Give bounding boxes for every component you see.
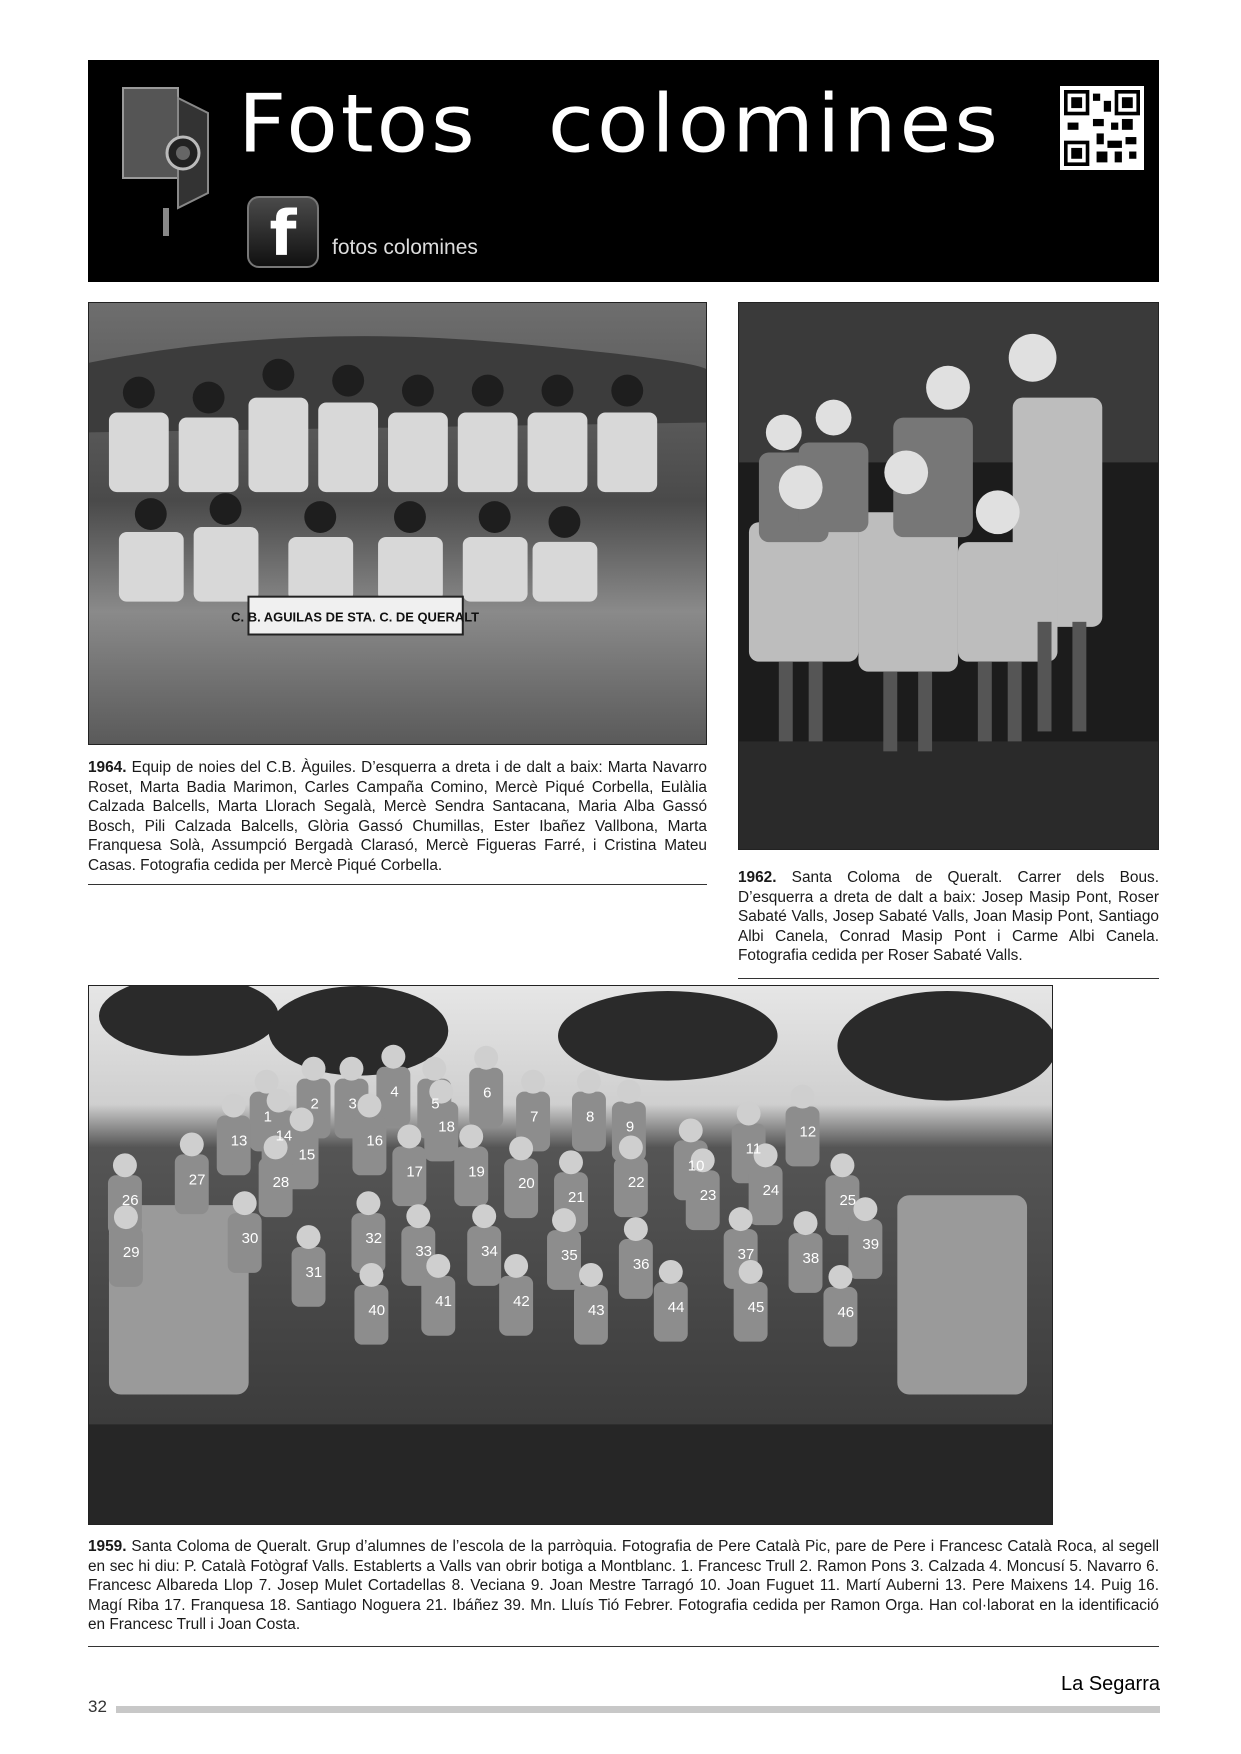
identification-number: 37 bbox=[737, 1245, 755, 1263]
student-head bbox=[509, 1136, 533, 1160]
magazine-name: La Segarra bbox=[1061, 1673, 1160, 1695]
student-head bbox=[422, 1057, 446, 1081]
student-head bbox=[459, 1124, 483, 1148]
student-head bbox=[679, 1119, 703, 1143]
caption-1959-rule bbox=[88, 1646, 1159, 1647]
facebook-label[interactable]: fotos colomines bbox=[332, 236, 478, 259]
identification-number: 19 bbox=[468, 1163, 485, 1181]
student-head bbox=[339, 1057, 363, 1081]
student-head bbox=[624, 1217, 648, 1241]
identification-number: 8 bbox=[585, 1108, 595, 1126]
student-head bbox=[222, 1094, 246, 1118]
student-head bbox=[180, 1132, 204, 1156]
student-head bbox=[356, 1191, 380, 1215]
identification-number: 12 bbox=[799, 1123, 817, 1141]
student-head bbox=[504, 1254, 528, 1278]
student-head bbox=[472, 1204, 496, 1228]
identification-number: 14 bbox=[275, 1127, 293, 1145]
identification-number: 35 bbox=[561, 1246, 578, 1264]
student-head bbox=[853, 1197, 877, 1221]
caption-1959-text: Santa Coloma de Queralt. Grup d’alumnes de l’escola de la parròquia. Fotografia de Pere Català Pic, pare de Pere i Francesc Català Roca, al segell en sec hi diu: P. Català Fotògraf Valls. Establerts a Valls van obrir botiga a Montblanc. 1. Francesc Trull 2. Ramon Pons 3. Calzada 4. Moncusí 5. Navarro 6. Francesc Albareda Llop 7. Josep Mulet Cortadellas 8. Veciana 9. Joan Mestre Tarragó 10. Joan Fuguet 11. Martí Auberni 13. Pere Maixens 14. Puig 16. Magí Riba 17. Franquesa 18. Santiago Noguera 21. Ibáñez 39. Mn. Lluís Tió Febrer. Fotografia cedida per Ramon Orga. Han col·laborat en la identificació en Francesc Trull i Joan Costa. bbox=[88, 1538, 1159, 1633]
identification-number: 16 bbox=[366, 1132, 384, 1150]
identification-number: 21 bbox=[568, 1189, 585, 1207]
student-head bbox=[828, 1265, 852, 1289]
caption-1962-text: Santa Coloma de Queralt. Carrer dels Bous. D’esquerra a dreta de dalt a baix: Josep Masip Pont, Roser Sabaté Valls, Josep Sabaté Valls, Joan Masip Pont, Santiago Albi Canela, Conrad Masip Pont i Carme Albi Canela. Fotografia cedida per Roser Sabaté Valls. bbox=[738, 869, 1159, 964]
caption-1964-text: Equip de noies del C.B. Àguiles. D’esquerra a dreta i de dalt a baix: Marta Navarro Roset, Marta Badia Marimon, Carles Campaña Comino, Mercè Piqué Corbella, Eulàlia Calzada Balcells, Marta Llorach Segalà, Mercè Sendra Santacana, Maria Alba Gassó Bosch, Pili Calzada Balcells, Glòria Gassó Chumillas, Ester Ibañez Vallbona, Marta Franquesa Solà, Assumpció Bergadà Clarasó, Mercè Figueras Farré, i Cristina Mateu Casas. Fotografia cedida per Mercè Piqué Corbella. bbox=[88, 759, 707, 874]
student-head bbox=[737, 1102, 761, 1126]
title-word-1: Fotos bbox=[238, 77, 478, 171]
student-head bbox=[233, 1191, 257, 1215]
caption-1964 bbox=[88, 758, 707, 875]
student-head bbox=[359, 1263, 383, 1287]
identification-number: 33 bbox=[415, 1243, 432, 1260]
identification-number: 2 bbox=[310, 1095, 319, 1113]
title-word-2: colomines bbox=[547, 77, 1001, 171]
identification-number: 30 bbox=[241, 1230, 259, 1248]
student-head bbox=[381, 1045, 405, 1069]
identification-number: 17 bbox=[406, 1163, 423, 1181]
identification-number: 28 bbox=[272, 1174, 290, 1192]
identification-number: 26 bbox=[121, 1192, 139, 1210]
student-head bbox=[617, 1080, 641, 1104]
student-head bbox=[729, 1207, 753, 1231]
identification-number: 7 bbox=[530, 1108, 539, 1126]
student-head bbox=[577, 1070, 601, 1094]
identification-number: 41 bbox=[435, 1292, 452, 1310]
student-head bbox=[552, 1208, 576, 1232]
identification-number: 44 bbox=[667, 1298, 685, 1316]
photo-1959-school bbox=[88, 985, 1053, 1525]
caption-1962-rule bbox=[738, 978, 1159, 979]
identification-number: 4 bbox=[390, 1083, 399, 1101]
identification-number: 36 bbox=[632, 1255, 650, 1273]
identification-number: 10 bbox=[687, 1157, 705, 1175]
identification-number: 29 bbox=[122, 1244, 140, 1261]
caption-1962 bbox=[738, 868, 1159, 966]
student-head bbox=[113, 1153, 137, 1177]
identification-number: 24 bbox=[762, 1182, 780, 1200]
page-number: 32 bbox=[88, 1697, 107, 1716]
student-head bbox=[791, 1085, 815, 1109]
identification-number: 6 bbox=[483, 1084, 492, 1102]
camera-icon bbox=[113, 78, 213, 238]
student-head bbox=[302, 1057, 326, 1081]
identification-number: 18 bbox=[438, 1118, 455, 1136]
identification-number: 25 bbox=[839, 1192, 857, 1210]
identification-number: 31 bbox=[305, 1263, 323, 1281]
student-head bbox=[739, 1260, 763, 1284]
identification-number: 34 bbox=[481, 1243, 498, 1260]
identification-number: 13 bbox=[230, 1132, 248, 1150]
student-head bbox=[397, 1124, 421, 1148]
identification-number: 15 bbox=[298, 1146, 316, 1164]
caption-1962-year: 1962. bbox=[738, 869, 777, 886]
identification-number: 45 bbox=[747, 1298, 765, 1316]
student-head bbox=[521, 1070, 545, 1094]
page-title bbox=[238, 77, 1001, 171]
identification-number: 27 bbox=[188, 1171, 206, 1189]
identification-number: 11 bbox=[745, 1140, 762, 1158]
student-head bbox=[619, 1135, 643, 1159]
identification-number: 40 bbox=[368, 1301, 386, 1319]
identification-number: 23 bbox=[699, 1187, 717, 1205]
identification-number: 46 bbox=[837, 1303, 855, 1321]
identification-number: 38 bbox=[802, 1249, 820, 1267]
photo-1964-team bbox=[88, 302, 707, 745]
caption-1964-rule bbox=[88, 884, 707, 885]
student-head bbox=[559, 1150, 583, 1174]
student-head bbox=[406, 1204, 430, 1228]
qr-code-icon[interactable] bbox=[1060, 86, 1144, 170]
team-banner-text: C. B. AGUILAS DE STA. C. DE QUERALT bbox=[231, 609, 480, 625]
student-head bbox=[830, 1153, 854, 1177]
identification-number: 22 bbox=[627, 1174, 645, 1192]
identification-number: 5 bbox=[431, 1095, 440, 1113]
footer-bar bbox=[116, 1706, 1160, 1713]
identification-number: 43 bbox=[587, 1301, 605, 1319]
identification-number: 3 bbox=[348, 1095, 357, 1113]
student-head bbox=[659, 1260, 683, 1284]
caption-1959-year: 1959. bbox=[88, 1538, 127, 1555]
student-head bbox=[297, 1225, 321, 1249]
identification-number: 9 bbox=[625, 1118, 635, 1136]
identification-number: 42 bbox=[513, 1292, 530, 1310]
student-head bbox=[474, 1046, 498, 1070]
caption-1959 bbox=[88, 1537, 1159, 1635]
student-head bbox=[579, 1263, 603, 1287]
student-head bbox=[357, 1094, 381, 1118]
facebook-icon[interactable]: f bbox=[247, 196, 319, 268]
identification-number: 32 bbox=[365, 1230, 383, 1248]
photo-1962-children bbox=[738, 302, 1159, 850]
identification-number: 39 bbox=[862, 1236, 880, 1254]
student-head bbox=[794, 1211, 818, 1235]
identification-number: 20 bbox=[518, 1175, 535, 1193]
header-banner bbox=[88, 60, 1159, 282]
identification-number: 1 bbox=[263, 1108, 272, 1126]
caption-1964-year: 1964. bbox=[88, 759, 127, 776]
